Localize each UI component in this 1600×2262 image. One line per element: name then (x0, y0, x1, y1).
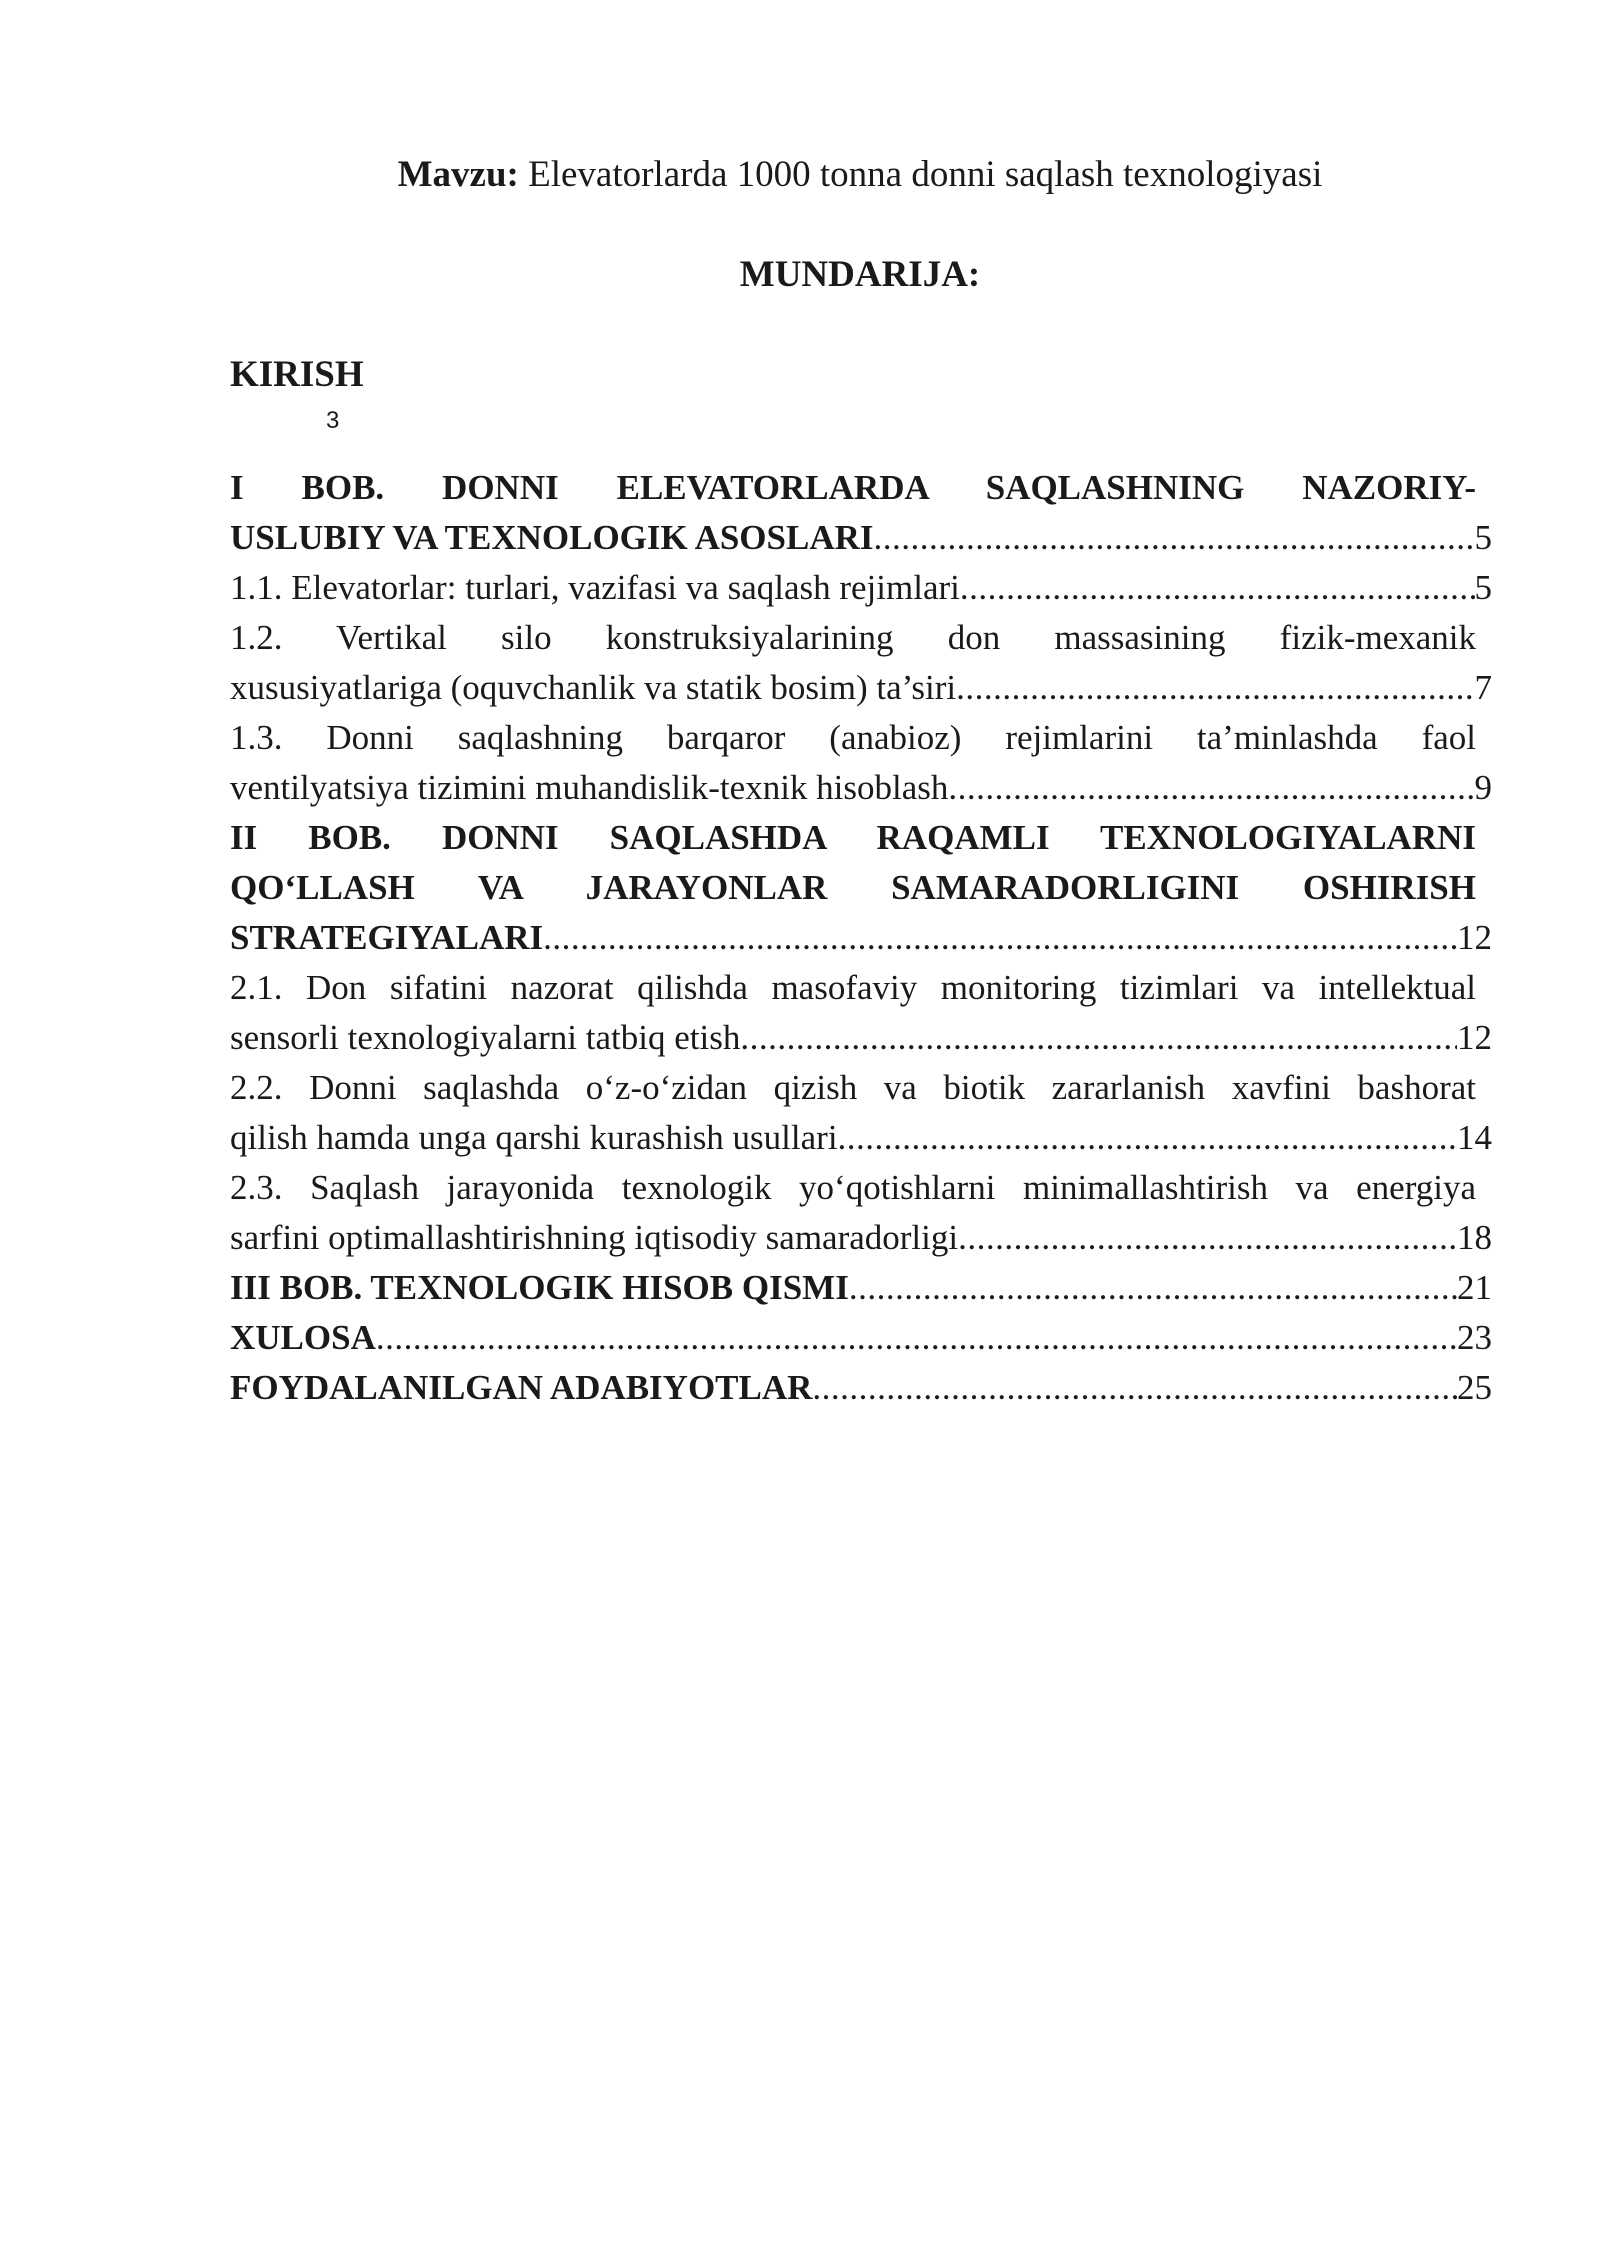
toc-entry (230, 1063, 1492, 1163)
toc-entry-page-number: 5 (1474, 518, 1492, 557)
toc-entry-last-line (230, 1363, 1492, 1413)
toc-entry-page-number: 21 (1457, 1268, 1492, 1307)
toc-entry-line (230, 463, 1476, 513)
toc-entry-line-text: II BOB. DONNI SAQLASHDA RAQAMLI TEXNOLOGIYALARNI (230, 818, 1476, 857)
toc-entry (230, 1263, 1492, 1313)
toc-entry-last-line (230, 1113, 1492, 1163)
toc-entry (230, 463, 1492, 563)
toc-entry-dot-leader (960, 563, 1475, 613)
toc-entry-line (230, 813, 1476, 863)
toc-entry-last-line (230, 763, 1492, 813)
toc-entry-title: qilish hamda unga qarshi kurashish usullari (230, 1118, 838, 1157)
toc-entry-dot-leader (958, 1213, 1457, 1263)
toc-entry-title: USLUBIY VA TEXNOLOGIK ASOSLARI (230, 518, 874, 557)
toc-entry-last-line (230, 563, 1492, 613)
toc-entry (230, 563, 1492, 613)
toc-entry-line-text: 1.3. Donni saqlashning barqaror (anabioz) rejimlarini ta’minlashda faol (230, 718, 1476, 757)
toc-entry-dot-leader (956, 663, 1474, 713)
toc-entry-page-number: 5 (1474, 568, 1492, 607)
toc-entry (230, 1363, 1492, 1413)
toc-entry-dot-leader (849, 1263, 1457, 1313)
topic-line (0, 150, 1600, 200)
toc-entry-dot-leader (740, 1013, 1457, 1063)
toc-entry (230, 963, 1492, 1063)
toc-entry-line (230, 713, 1476, 763)
toc-entry (230, 713, 1492, 813)
toc-entry-last-line (230, 663, 1492, 713)
toc-entry (230, 813, 1492, 963)
toc-entry-dot-leader (838, 1113, 1457, 1163)
toc-entry-page-number: 9 (1474, 768, 1492, 807)
toc-entry-title: STRATEGIYALARI (230, 918, 544, 957)
toc-entry-line-text: 2.3. Saqlash jarayonida texnologik yo‘qotishlarni minimallashtirish va energiya (230, 1168, 1476, 1207)
toc-entry (230, 1163, 1492, 1263)
topic-label: Mavzu: (397, 154, 519, 195)
toc-entry-title: sensorli texnologiyalarni tatbiq etish (230, 1018, 741, 1057)
table-of-contents (230, 463, 1492, 1413)
toc-entry-dot-leader (376, 1313, 1457, 1363)
toc-heading: MUNDARIJA: (739, 254, 981, 295)
toc-entry-title: FOYDALANILGAN ADABIYOTLAR (230, 1368, 813, 1407)
toc-entry-dot-leader (948, 763, 1474, 813)
toc-entry-line (230, 1163, 1476, 1213)
toc-entry-page-number: 7 (1474, 668, 1492, 707)
toc-entry-dot-leader (543, 913, 1457, 963)
toc-entry-page-number: 25 (1457, 1368, 1492, 1407)
toc-entry-last-line (230, 1313, 1492, 1363)
toc-entry-page-number: 18 (1457, 1218, 1492, 1257)
toc-entry-line-text: 1.2. Vertikal silo konstruksiyalarining don massasining fizik-mexanik (230, 618, 1476, 657)
toc-entry-line (230, 1063, 1476, 1113)
toc-entry-title: XULOSA (230, 1318, 376, 1357)
toc-entry-kirish: KIRISH (230, 354, 364, 395)
toc-entry-title: xususiyatlariga (oquvchanlik va statik bosim) ta’siri (230, 668, 957, 707)
toc-entry-dot-leader (874, 513, 1475, 563)
toc-entry-title: ventilyatsiya tizimini muhandislik-texnik hisoblash (230, 768, 949, 807)
toc-entry-page-number: 23 (1457, 1318, 1492, 1357)
toc-entry-line (230, 963, 1476, 1013)
toc-entry-line-text: 2.2. Donni saqlashda o‘z-o‘zidan qizish va biotik zararlanish xavfini bashorat (230, 1068, 1476, 1107)
toc-entry-line (230, 863, 1476, 913)
toc-entry-title: sarfini optimallashtirishning iqtisodiy samaradorligi (230, 1218, 959, 1257)
toc-entry-title: 1.1. Elevatorlar: turlari, vazifasi va saqlash rejimlari (230, 568, 960, 607)
toc-entry-last-line (230, 1013, 1492, 1063)
toc-entry-line-text: 2.1. Don sifatini nazorat qilishda masofaviy monitoring tizimlari va intellektual (230, 968, 1476, 1007)
toc-entry-line-text: I BOB. DONNI ELEVATORLARDA SAQLASHNING NAZORIY- (230, 468, 1476, 507)
toc-entry-page-number: 12 (1457, 918, 1492, 957)
toc-entry-page-number: 12 (1457, 1018, 1492, 1057)
toc-entry-last-line (230, 513, 1492, 563)
toc-entry (230, 613, 1492, 713)
toc-entry-last-line (230, 1263, 1492, 1313)
toc-entry-dot-leader (812, 1363, 1457, 1413)
toc-entry-page-number: 14 (1457, 1118, 1492, 1157)
toc-entry-kirish-page: 3 (326, 407, 340, 434)
topic-text: Elevatorlarda 1000 tonna donni saqlash texnologiyasi (518, 154, 1323, 195)
toc-entry (230, 1313, 1492, 1363)
toc-entry-title: III BOB. TEXNOLOGIK HISOB QISMI (230, 1268, 849, 1307)
toc-entry-last-line (230, 1213, 1492, 1263)
toc-entry-line (230, 613, 1476, 663)
toc-entry-line-text: QO‘LLASH VA JARAYONLAR SAMARADORLIGINI OSHIRISH (230, 868, 1476, 907)
toc-entry-last-line (230, 913, 1492, 963)
